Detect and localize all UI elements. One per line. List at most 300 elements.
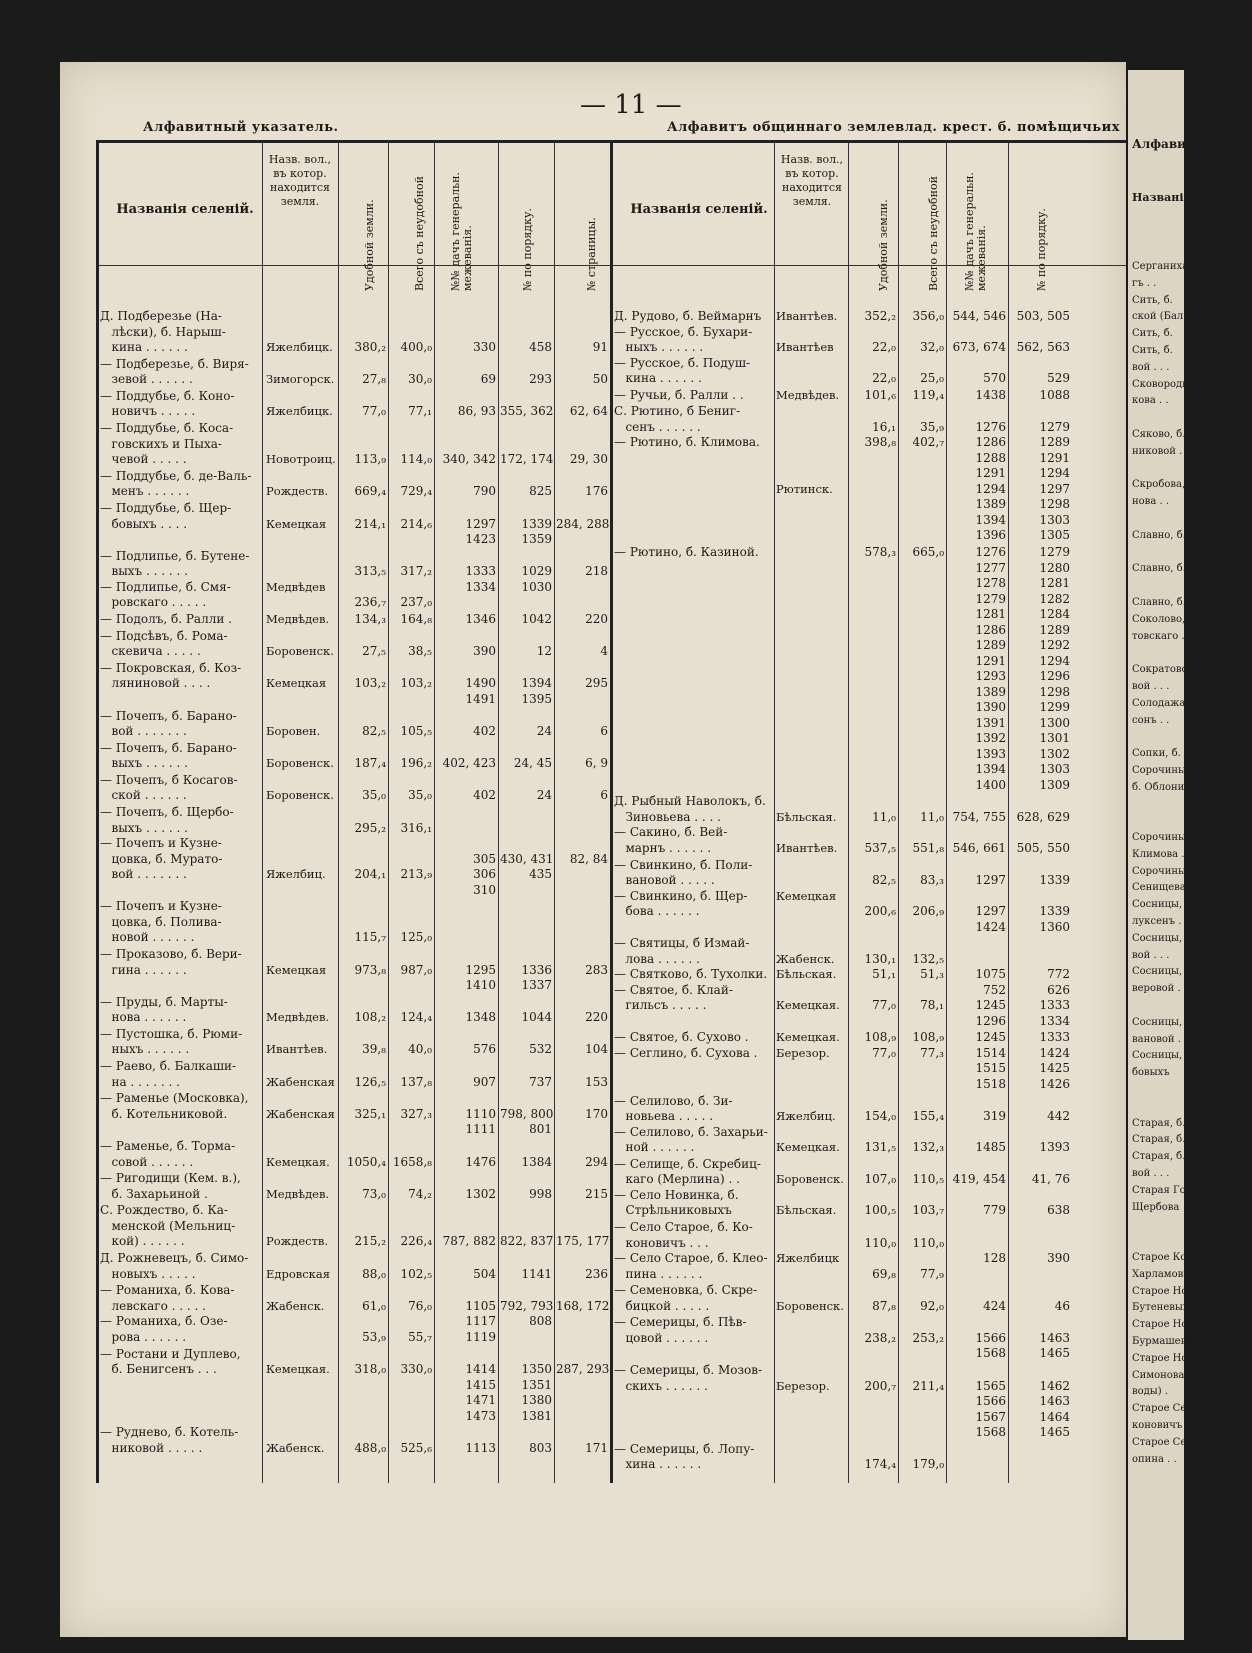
entry-dachi: 576	[473, 1042, 496, 1057]
adjacent-line: кова . .	[1132, 395, 1169, 407]
entry-volost: Кемецкая	[266, 676, 327, 691]
entry-dachi: 402	[473, 788, 496, 803]
entry-good-land: 130,₁ 51,₁ 77,₀	[864, 951, 896, 1013]
adjacent-line	[1132, 1083, 1252, 1100]
entry-name: — Подсѣвъ, б. Рома- скевича . . . . .	[100, 628, 228, 659]
entry-total-land: 92,₀	[920, 1298, 944, 1313]
entry-volost: Березор.	[776, 1378, 830, 1393]
adjacent-line: Скробова, б	[1132, 479, 1195, 491]
rule	[848, 143, 849, 1483]
entry-good-land: 82,₅	[362, 724, 386, 738]
entry-page: 50	[592, 372, 608, 387]
entry-good-land: 115,₇	[354, 930, 386, 945]
entry-volost: Яжелбицк	[776, 1251, 840, 1265]
entry-page: 170	[585, 1106, 608, 1121]
entry-page: 220	[585, 611, 608, 626]
adjacent-line: Сенищева	[1132, 882, 1186, 894]
entry-dachi: 1565 1566 1567 1568	[975, 1378, 1006, 1440]
entry-name: — Раменье (Московка), б. Котельниковой.	[100, 1091, 249, 1121]
entry-total-land: 356,₀ 32,₀ 25,₀	[912, 309, 944, 385]
adjacent-line	[1132, 579, 1252, 596]
entry-good-land: 16,₁ 398,₈	[864, 419, 896, 450]
entry-dachi: 424	[983, 1298, 1006, 1313]
entry-dachi: 1490 1491	[465, 676, 496, 706]
entry-total-land: 119,₄	[912, 387, 944, 402]
entry-name: — Семеновка, б. Скре- бицкой . . . . .	[614, 1283, 758, 1313]
entry-total-land: 35,₀	[408, 788, 432, 803]
entry-good-land: 110,₀ 69,₈	[864, 1235, 896, 1281]
adjacent-line: Старая, б.	[1132, 1117, 1186, 1129]
entry-order: 458	[529, 340, 552, 354]
entry-good-land: 174,₄	[864, 1457, 896, 1472]
entry-total-land: 108,₉ 77,₃	[912, 1030, 944, 1060]
entry-order: 822, 837	[500, 1234, 554, 1249]
entry-volost: Кемецкая. Березор.	[776, 1030, 840, 1060]
adjacent-col-header: Названія се	[1132, 191, 1210, 204]
entry-name: Д. Рыбный Наволокъ, б. Зиновьева . . . . — Сакино, б. Вей- марнъ . . . . . .	[614, 794, 766, 855]
adjacent-line: Симонова	[1132, 1369, 1185, 1381]
entry-name: — Покровская, б. Коз- ляниновой . . . .	[100, 660, 242, 691]
adjacent-line: Климова .	[1132, 848, 1185, 860]
entry-volost: Зимогорск.	[266, 372, 335, 387]
entry-name: — Поддубье, б. Коса- говскихъ и Пыха- чевой . . . . .	[100, 421, 234, 467]
adjacent-line: Сорочины М	[1132, 865, 1200, 877]
entry-total-land: 110,₅ 103,₇	[912, 1172, 944, 1218]
entry-volost: Жабенская	[266, 1074, 335, 1089]
entry-total-land: 987,₀	[400, 962, 432, 977]
col-header-total-right: Всего съ неудобной	[927, 176, 940, 291]
entry-total-land: 110,₀ 77,₉	[912, 1235, 944, 1281]
adjacent-line: Старое Нос	[1132, 1352, 1194, 1364]
entry-total-land: 316,₁ 213,₉	[400, 820, 432, 882]
adjacent-line: веровой .	[1132, 983, 1181, 995]
entry-name: Д. Рожневецъ, б. Симо- новыхъ . . . . .	[100, 1251, 249, 1281]
entry-dachi: 1566 1568	[975, 1330, 1006, 1361]
entry-total-land: 83,₃ 206,₉	[912, 873, 944, 918]
rule	[262, 143, 263, 1483]
adjacent-line	[1132, 462, 1252, 479]
entry-volost: Медвѣдев.	[266, 611, 330, 626]
adjacent-line: никовой .	[1132, 445, 1183, 457]
entry-volost: Медвѣдев.	[776, 387, 840, 402]
entry-volost: Жабенск. Бѣльская. Кемецкая.	[776, 951, 840, 1013]
entry-dachi: 419, 454 779	[952, 1172, 1006, 1218]
entry-volost: Бѣльская. Ивантѣев.	[776, 809, 838, 855]
entry-page: 284, 288	[556, 516, 610, 531]
adjacent-line: Славно, б.	[1132, 529, 1186, 541]
adjacent-page-strip	[1128, 70, 1210, 1640]
adjacent-line: вой . . .	[1132, 1168, 1170, 1180]
entry-total-land: 74,₂	[408, 1186, 432, 1201]
entry-good-land: 35,₀	[362, 788, 386, 803]
entry-total-land: 114,₀	[400, 452, 432, 467]
entry-order: 1339 1339 1360	[1039, 873, 1070, 934]
entry-volost: Боровенск.	[266, 788, 334, 803]
entry-good-land: 200,₇	[864, 1378, 896, 1393]
entry-good-land: 187,₄	[354, 756, 386, 771]
col-header-pages-left: № страницы.	[585, 217, 598, 291]
adjacent-line: Старое Козл	[1132, 1252, 1199, 1264]
entry-order: 1350 1351 1380 1381	[521, 1362, 552, 1423]
adjacent-line: Сосницы, б	[1132, 1016, 1192, 1028]
entry-dachi: 1075 752 1245 1296	[975, 967, 1006, 1028]
entry-dachi: 1276 1277 1278 1279 1281 1286 1289 1291 1293 1389 1390 1391 1392 1393 1394 1400	[975, 545, 1006, 792]
entry-good-land: 113,₉	[354, 452, 386, 467]
adjacent-line: Старая, б.	[1132, 1134, 1186, 1146]
entry-dachi: 128	[983, 1251, 1006, 1265]
entry-good-land: 11,₀ 537,₅	[864, 809, 896, 855]
entry-order: 1279 1289 1291 1294 1297 1298 1303 1305	[1039, 419, 1070, 543]
entry-total-land: 35,₉ 402,₇	[912, 419, 944, 450]
entry-name: — Поддубье, б. де-Валь- менъ . . . . . .	[100, 468, 252, 499]
adjacent-line: Сить, б.	[1132, 328, 1173, 340]
adjacent-line: Харламовых	[1132, 1268, 1197, 1280]
entry-page: 236	[585, 1266, 608, 1281]
entry-good-land: 103,₂	[354, 676, 386, 691]
adjacent-line: Сосницы, б	[1132, 966, 1192, 978]
entry-order: 803	[529, 1440, 552, 1455]
entry-total-land: 729,₄	[400, 484, 432, 499]
adjacent-line: б. Облони	[1132, 781, 1185, 793]
entry-order: 430, 431 435	[500, 851, 554, 882]
entry-dachi: 1245 1514 1515 1518	[975, 1030, 1006, 1091]
adjacent-line: Сковородка,	[1132, 378, 1198, 390]
rule	[498, 143, 499, 1483]
entry-total-land: 105,₅	[400, 724, 432, 738]
entry-order: 1141	[521, 1266, 552, 1281]
entry-total-land: 132,₅ 51,₃ 78,₁	[912, 951, 944, 1013]
entry-name: Д. Подберезье (На- лѣски), б. Нарыш- кина . . . . . .	[100, 309, 226, 354]
entry-total-land: 137,₈	[400, 1074, 432, 1089]
col-header-order-left: № по порядку.	[521, 208, 534, 291]
entry-volost: Яжелбицк.	[266, 404, 333, 419]
entry-name: — Ручьи, б. Ралли . .	[614, 387, 744, 402]
entry-total-land: 253,₂	[912, 1330, 944, 1345]
entry-volost: Яжелбиц. Кемецкая.	[776, 1109, 840, 1155]
entry-page: 6	[600, 788, 608, 803]
entry-dachi: 1295 1410	[465, 962, 496, 992]
entry-name: — Ростани и Дуплево, б. Бенигсенъ . . .	[100, 1346, 241, 1376]
adjacent-line	[1132, 411, 1252, 428]
entry-good-land: 488,₀	[354, 1440, 386, 1455]
adjacent-line: Славно, б.	[1132, 563, 1186, 575]
entry-name: — Свинкино, б. Поли- вановой . . . . . — Свинкино, б. Щер- бова . . . . . .	[614, 857, 753, 918]
entry-name: — Село Старое, б. Ко- коновичъ . . . — Село Старое, б. Клео- пина . . . . . .	[614, 1220, 768, 1281]
entry-name: — Семерицы, б. Лопу- хина . . . . . .	[614, 1441, 755, 1472]
entry-dachi: 787, 882	[442, 1234, 496, 1249]
entry-page: 220	[585, 1010, 608, 1025]
entry-total-land: 330,₀	[400, 1362, 432, 1376]
entry-total-land: 317,₂ 237,₀	[400, 564, 432, 610]
header-right: Алфавитъ общиннаго землевлад. крест. б. помѣщичьих	[667, 120, 1120, 135]
entry-order: 1384	[521, 1154, 552, 1169]
entry-good-land: 380,₂	[354, 340, 386, 354]
entry-dachi: 544, 546 673, 674 570	[952, 309, 1006, 385]
adjacent-line: Старое Село	[1132, 1436, 1199, 1448]
entry-volost: Боровенск.	[776, 1298, 844, 1313]
adjacent-line: Старая Гор	[1132, 1184, 1193, 1196]
entry-page: 29, 30	[569, 452, 608, 467]
entry-name: — Подолъ, б. Ралли .	[100, 611, 232, 626]
entry-name: — Проказово, б. Вери- гина . . . . . .	[100, 947, 242, 977]
entry-name: — Поддубье, б. Щер- бовыхъ . . . .	[100, 501, 232, 531]
entry-dachi: 754, 755 546, 661	[952, 809, 1006, 855]
entry-good-land: 1050,₄	[346, 1154, 386, 1169]
entry-name: — Почепъ, б. Барано- вой . . . . . . .	[100, 708, 237, 738]
entry-order: 1394 1395	[521, 676, 552, 706]
adjacent-line	[1132, 646, 1252, 663]
entry-dachi: 1414 1415 1471 1473	[465, 1362, 496, 1423]
col-header-good-left: Удобной земли.	[363, 199, 376, 291]
entry-order: 998	[529, 1186, 552, 1201]
entry-good-land: 134,₃	[354, 611, 386, 626]
adjacent-line	[1132, 1100, 1252, 1117]
entry-total-land: 665,₀	[912, 545, 944, 560]
adjacent-line: Бутеневых	[1132, 1302, 1189, 1314]
entry-good-land: 88,₀	[362, 1266, 386, 1281]
entry-order: 1042	[521, 611, 552, 626]
rule-middle	[610, 143, 613, 1483]
header-left: Алфавитный указатель.	[143, 120, 339, 135]
entry-volost: Боровен.	[266, 724, 321, 738]
entry-good-land: 973,₈	[354, 962, 386, 977]
entry-good-land: 214,₁	[354, 516, 386, 531]
entry-dachi: 1438	[975, 387, 1006, 402]
entry-order: 503, 505 562, 563 529	[1016, 309, 1070, 385]
entry-dachi: 330	[473, 340, 496, 354]
entry-total-land: 164,₈	[400, 611, 432, 626]
entry-good-land: 238,₂	[864, 1330, 896, 1345]
entry-name: — Почепъ, б. Щербо- выхъ . . . . . . — Почепъ и Кузне- цовка, б. Мурато- вой . . . . . . .	[100, 805, 234, 882]
entry-page: 6, 9	[585, 756, 608, 771]
entry-dachi: 504	[473, 1266, 496, 1281]
entry-order: 1339 1359	[521, 516, 552, 546]
rule-left-edge	[96, 143, 99, 1483]
entry-dachi: 305 306 310	[473, 851, 496, 897]
entry-page: 175, 177	[556, 1234, 610, 1249]
entry-name: — Святицы, б Измай- лова . . . . . . — Святково, б. Тухолки. — Святое, б. Клай- гильсъ . . . . .	[614, 936, 768, 1013]
entry-order: 24	[536, 788, 552, 803]
entry-good-land: 578,₃	[864, 545, 896, 560]
entry-good-land: 101,₆	[864, 387, 896, 402]
col-header-volost-right: Назв. вол., въ котор. находится земля.	[780, 153, 844, 208]
entry-page: 4	[600, 644, 608, 659]
entry-total-land: 400,₀	[400, 340, 432, 354]
entry-order: 442 1393	[1039, 1109, 1070, 1155]
entry-good-land: 107,₀ 100,₅	[864, 1172, 896, 1218]
entry-order: 772 626 1333 1334	[1039, 967, 1070, 1028]
entry-total-land: 196,₂	[400, 756, 432, 771]
entry-order: 825	[529, 484, 552, 499]
entry-good-land: 352,₂ 22,₀ 22,₀	[864, 309, 896, 385]
entry-order: 390	[1047, 1251, 1070, 1265]
adjacent-line	[1132, 546, 1252, 563]
entry-order: 737	[529, 1074, 552, 1089]
entry-order: 172, 174	[500, 452, 554, 467]
col-header-name-left: Названія селеній.	[116, 202, 254, 217]
entry-volost: Кемецкая	[266, 516, 327, 531]
entry-dachi: 1276 1286 1288 1291 1294 1389 1394 1396	[975, 419, 1006, 543]
col-header-dachi-left: №№ дачъ генеральн. межеванія.	[449, 172, 474, 291]
adjacent-line: Серганиха,	[1132, 261, 1192, 272]
entry-name: — Ригодищи (Кем. в.), б. Захарьиной .	[100, 1171, 241, 1201]
entry-order: 355, 362	[500, 404, 554, 419]
entry-page: 82, 84	[569, 851, 608, 866]
entry-name: — Почепъ, б. Барано- выхъ . . . . . .	[100, 740, 237, 771]
entry-name: — Селилово, б. Зи- новьева . . . . . — Селилово, б. Захарьи- ной . . . . . .	[614, 1093, 768, 1155]
adjacent-line: вой . . .	[1132, 680, 1170, 692]
index-table	[96, 140, 1126, 1483]
adjacent-line	[1132, 798, 1252, 815]
entry-order: 293	[529, 372, 552, 387]
entry-volost: Кемецкая.	[266, 1154, 330, 1169]
entry-total-land: 155,₄ 132,₃	[912, 1109, 944, 1155]
entry-good-land: 325,₁	[354, 1106, 386, 1121]
entry-dachi: 1476	[465, 1154, 496, 1169]
entry-good-land: 39,₈	[362, 1042, 386, 1057]
entry-page: 295	[585, 676, 608, 691]
entry-volost: Рождеств.	[266, 1234, 329, 1249]
entry-order: 1462 1463 1464 1465	[1039, 1378, 1070, 1440]
entry-order: 12	[536, 644, 552, 659]
entry-good-land: 126,₅	[354, 1074, 386, 1089]
entry-good-land: 669,₄	[354, 484, 386, 499]
entry-total-land: 1658,₈	[392, 1154, 432, 1169]
entry-dachi: 1297 1423	[465, 516, 496, 546]
adjacent-line: Сорочины	[1132, 764, 1186, 776]
entry-good-land: 82,₅ 200,₆	[864, 873, 896, 918]
entry-dachi: 340, 342	[442, 452, 496, 467]
adjacent-line: Сократово, б	[1132, 664, 1200, 676]
adjacent-line: сонъ . .	[1132, 714, 1170, 726]
entry-dachi: 1333 1334	[465, 564, 496, 594]
entry-volost: Боровенск.	[266, 756, 334, 771]
entry-volost: Ивантѣев. Ивантѣев	[776, 309, 838, 354]
entry-total-land: 124,₄	[400, 1010, 432, 1025]
entry-order: 1463 1465	[1039, 1330, 1070, 1361]
entry-good-land: 154,₀ 131,₅	[864, 1109, 896, 1155]
entry-volost: Жабенск.	[266, 1298, 325, 1313]
entry-name: — Почепъ, б Косагов- ской . . . . . .	[100, 772, 238, 803]
adjacent-page-header: Алфави	[1132, 137, 1187, 151]
entry-name: — Семерицы, б. Мозов- скихъ . . . . . .	[614, 1363, 763, 1393]
entry-page: 104	[585, 1042, 608, 1057]
entry-order: 1279 1280 1281 1282 1284 1289 1292 1294 1296 1298 1299 1300 1301 1302 1303 1309	[1039, 545, 1070, 792]
entry-name: С. Рютино, б Бениг- сенъ . . . . . . — Рютино, б. Климова.	[614, 404, 760, 450]
entry-order: 1336 1337	[521, 962, 552, 992]
adjacent-line: коновичъ	[1132, 1419, 1183, 1431]
rule	[338, 143, 339, 1483]
entry-page: 91	[592, 340, 608, 354]
entry-name: — Руднево, б. Котель- никовой . . . . .	[100, 1425, 239, 1455]
entry-name: — Подлипье, б. Бутене- выхъ . . . . . . — Подлипье, б. Смя- ровскаго . . . . .	[100, 548, 250, 610]
entry-page: 62, 64	[569, 404, 608, 419]
entry-name: — Подберезье, б. Виря- зевой . . . . . .	[100, 356, 249, 387]
entry-name: — Селище, б. Скребиц- каго (Мерлина) . . — Село Новинка, б. Стрѣльниковыхъ	[614, 1156, 761, 1218]
entry-dachi: 1110 1111	[465, 1106, 496, 1137]
adjacent-line: бовыхъ	[1132, 1067, 1170, 1079]
entry-dachi: 86, 93	[457, 404, 496, 419]
entry-total-land: 211,₄	[912, 1378, 944, 1393]
entry-volost: Жабенск.	[266, 1440, 325, 1455]
adjacent-line: Соколово,	[1132, 613, 1186, 625]
rule	[898, 143, 899, 1483]
entry-page: 283	[585, 962, 608, 977]
entry-name: — Поддубье, б. Коно- новичъ . . . . .	[100, 388, 235, 419]
adjacent-line: Солодажа,	[1132, 697, 1189, 709]
entry-total-land: 30,₀	[408, 372, 432, 387]
entry-volost: Кемецкая	[776, 888, 837, 903]
adjacent-line	[1132, 1217, 1252, 1234]
entry-good-land: 295,₂ 204,₁	[354, 820, 386, 882]
entry-dachi: 907	[473, 1074, 496, 1089]
entry-volost: Медвѣдев.	[266, 1186, 330, 1201]
entry-dachi: 69	[480, 372, 496, 387]
entry-total-land: 125,₀	[400, 930, 432, 945]
entry-page: 168, 172	[556, 1298, 610, 1313]
adjacent-line: Старое Село	[1132, 1403, 1199, 1415]
entry-volost: Кемецкая.	[266, 1362, 330, 1376]
entry-dachi: 1105 1117 1119	[465, 1298, 496, 1344]
adjacent-line: опина . .	[1132, 1453, 1177, 1465]
adjacent-line: Сить, б.	[1132, 344, 1173, 356]
entry-total-land: 38,₅	[408, 644, 432, 659]
entry-order: 46	[1054, 1298, 1070, 1313]
adjacent-line: вой . . .	[1132, 949, 1170, 961]
adjacent-line: Сосницы, б	[1132, 932, 1192, 944]
entry-volost: Боровенск.	[266, 644, 334, 659]
entry-dachi: 1346	[465, 611, 496, 626]
entry-good-land: 313,₅ 236,₇	[354, 564, 386, 610]
adjacent-page-lines	[1132, 260, 1252, 1469]
entry-total-land: 525,₆	[400, 1440, 432, 1455]
entry-total-land: 76,₀ 55,₇	[408, 1298, 432, 1344]
entry-volost: Яжелбицк.	[266, 340, 333, 354]
entry-dachi: 390	[473, 644, 496, 659]
adjacent-line: Сопки, б. К	[1132, 748, 1192, 760]
entry-order: 41, 76 638	[1031, 1172, 1070, 1218]
adjacent-line: Старое Нос	[1132, 1285, 1194, 1297]
entry-name: С. Рождество, б. Ка- менской (Мельниц- кой) . . . . . .	[100, 1203, 236, 1249]
adjacent-line: воды) .	[1132, 1386, 1169, 1398]
adjacent-line	[1132, 730, 1252, 747]
entry-good-land: 108,₂	[354, 1010, 386, 1025]
adjacent-line: вой . . .	[1132, 361, 1170, 373]
entry-name: — Романиха, б. Кова- левскаго . . . . . — Романиха, б. Озе- рова . . . . . .	[100, 1283, 235, 1344]
entry-order: 1088	[1039, 387, 1070, 402]
entry-volost: Боровенск. Бѣльская.	[776, 1172, 844, 1218]
entry-page: 287, 293	[556, 1362, 610, 1376]
col-header-total-left: Всего съ неудобной	[413, 176, 426, 291]
entry-good-land: 215,₂	[354, 1234, 386, 1249]
entry-total-land: 102,₅	[400, 1266, 432, 1281]
entry-dachi: 402	[473, 724, 496, 738]
entry-order: 24, 45	[513, 756, 552, 771]
entry-good-land: 27,₈	[362, 372, 386, 387]
adjacent-line: Щербова	[1132, 1201, 1180, 1213]
entry-total-land: 11,₀ 551,₈	[912, 809, 944, 855]
entry-page: 153	[585, 1074, 608, 1089]
entry-volost: Едровская	[266, 1266, 330, 1281]
entry-dachi: 790	[473, 484, 496, 499]
entry-page: 215	[585, 1186, 608, 1201]
entry-good-land: 108,₉ 77,₀	[864, 1030, 896, 1060]
entry-volost: Кемецкая	[266, 962, 327, 977]
entry-good-land: 61,₀ 53,₉	[362, 1298, 386, 1344]
adjacent-line: нова . .	[1132, 496, 1169, 508]
entry-volost: Медвѣдев.	[266, 1010, 330, 1025]
entry-name: — Пустошка, б. Рюми- ныхъ . . . . . .	[100, 1026, 243, 1057]
